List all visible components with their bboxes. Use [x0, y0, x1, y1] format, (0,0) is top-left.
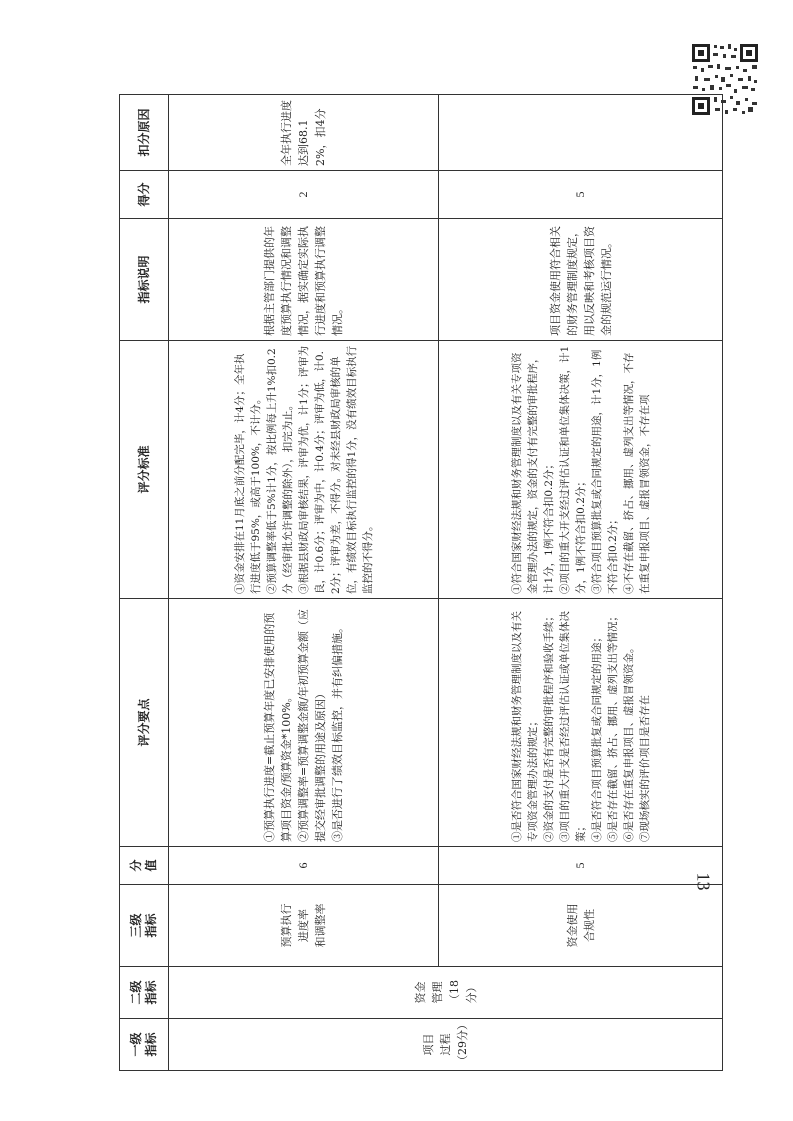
criteria-cell	[439, 341, 723, 599]
key-point-item: ①预算执行进度=截止预算年度已安排使用的预算项目资金/预算资金*100%。	[263, 612, 293, 842]
table-header-row	[120, 95, 169, 1071]
indicator-desc-cell: 项目资金使用符合相关的财务管理制度规定，用以反映和考核项目资金的规范运行情况。	[439, 219, 723, 341]
key-point-item: ②预算调整率=预算调整金额/年初预算金额（应提交经审批调整的用途及原因）	[297, 609, 327, 842]
level2-cell: 资金 管理 （18 分）	[169, 967, 723, 1019]
key-point-item: ⑦现场核实的评价项目是否存在	[638, 695, 651, 842]
indicator-desc-cell: 根据主管部门提供的年度预算执行情况和调整情况，据实确定实际执行进度和预算执行调整情况。	[169, 219, 439, 341]
header-level3: 三级 指标	[120, 885, 169, 967]
header-level2: 二级 指标	[120, 967, 169, 1019]
level1-cell: 项目 过程 （29分）	[169, 1019, 723, 1071]
criteria-item: ②项目的重大开支经过评估认证和单位集体决策，计1分，1例不符合扣0.2分；	[558, 345, 587, 594]
key-point-item: ③是否进行了绩效目标监控，并有纠偏措施。	[331, 622, 344, 842]
level3-cell: 预算执行 进度率 和调整率	[169, 885, 439, 967]
deduction-reason-cell: 全年执行进度达到68.12%，扣4分	[169, 95, 439, 171]
header-indicator-desc: 指标说明	[120, 219, 169, 341]
criteria-item: ①资金安排在11月底之前分配完毕，计4分；全年执行进度低于95%，或高于100%，不计分。	[233, 353, 262, 594]
evaluation-table	[119, 94, 723, 1071]
deduction-reason-cell	[439, 95, 723, 171]
table-row	[439, 95, 723, 1071]
key-point-item: ③项目的重大开支是否经过评估认证或单位集体决策；	[558, 611, 587, 842]
header-level1: 一级 指标	[120, 1019, 169, 1071]
score-got-cell: 2	[169, 171, 439, 219]
level3-cell: 资金使用 合规性	[439, 885, 723, 967]
header-key-points: 评分要点	[120, 599, 169, 847]
header-score-got: 得分	[120, 171, 169, 219]
table-row	[169, 95, 439, 1071]
criteria-item: ②预算调整率低于5%计1分，按比例每上升1%扣0.2分（经审批允许调整的除外），扣完为止。	[265, 348, 294, 594]
score-value-cell: 5	[439, 847, 723, 885]
key-point-item: ②资金的支付是否有完整的审批程序和验收手续；	[542, 611, 555, 842]
score-value-cell: 6	[169, 847, 439, 885]
score-got-cell: 5	[439, 171, 723, 219]
key-point-item: ⑤是否存在截留、挤占、挪用、虚列支出等情况；	[606, 611, 619, 842]
key-point-item: ④是否符合项目预算批复或合同规定的用途；	[590, 632, 603, 842]
header-deduction-reason: 扣分原因	[120, 95, 169, 171]
key-point-item: ①是否符合国家财经法规和财务管理制度以及有关专项资金管理办法的规定；	[510, 611, 539, 842]
header-score-value: 分 值	[120, 847, 169, 885]
key-points-cell	[439, 599, 723, 847]
criteria-item: ③根据县财政局审核结果，评审为优，计1分；评审为良，计0.6分；评审为中，计0.4分；评审为低，计0.2分；评审为差，不得分。对未经县财政局审核的单位，有绩效目标执行监控的得1分，没有绩效目标执行监控的不得分。	[297, 345, 374, 594]
key-points-cell	[169, 599, 439, 847]
header-criteria: 评分标准	[120, 341, 169, 599]
page-number: 13	[693, 872, 714, 891]
criteria-item: ①符合国家财经法规和财务管理制度以及有关专项资金管理办法的规定，资金的支付有完整的审批程序，计1分，1例不符合扣0.2分；	[510, 352, 555, 594]
key-point-item: ⑥是否存在重复申报项目、虚报冒领资金。	[622, 642, 635, 842]
criteria-item: ③符合项目预算批复或合同规定的用途，计1分，1例不符合扣0.2分；	[590, 349, 619, 594]
criteria-cell	[169, 341, 439, 599]
evaluation-table-rotated	[119, 95, 715, 1071]
criteria-item: ④不存在截留、挤占、挪用、虚列支出等情况，不存在重复申报项目、虚报冒领资金，不存在项	[622, 352, 651, 594]
